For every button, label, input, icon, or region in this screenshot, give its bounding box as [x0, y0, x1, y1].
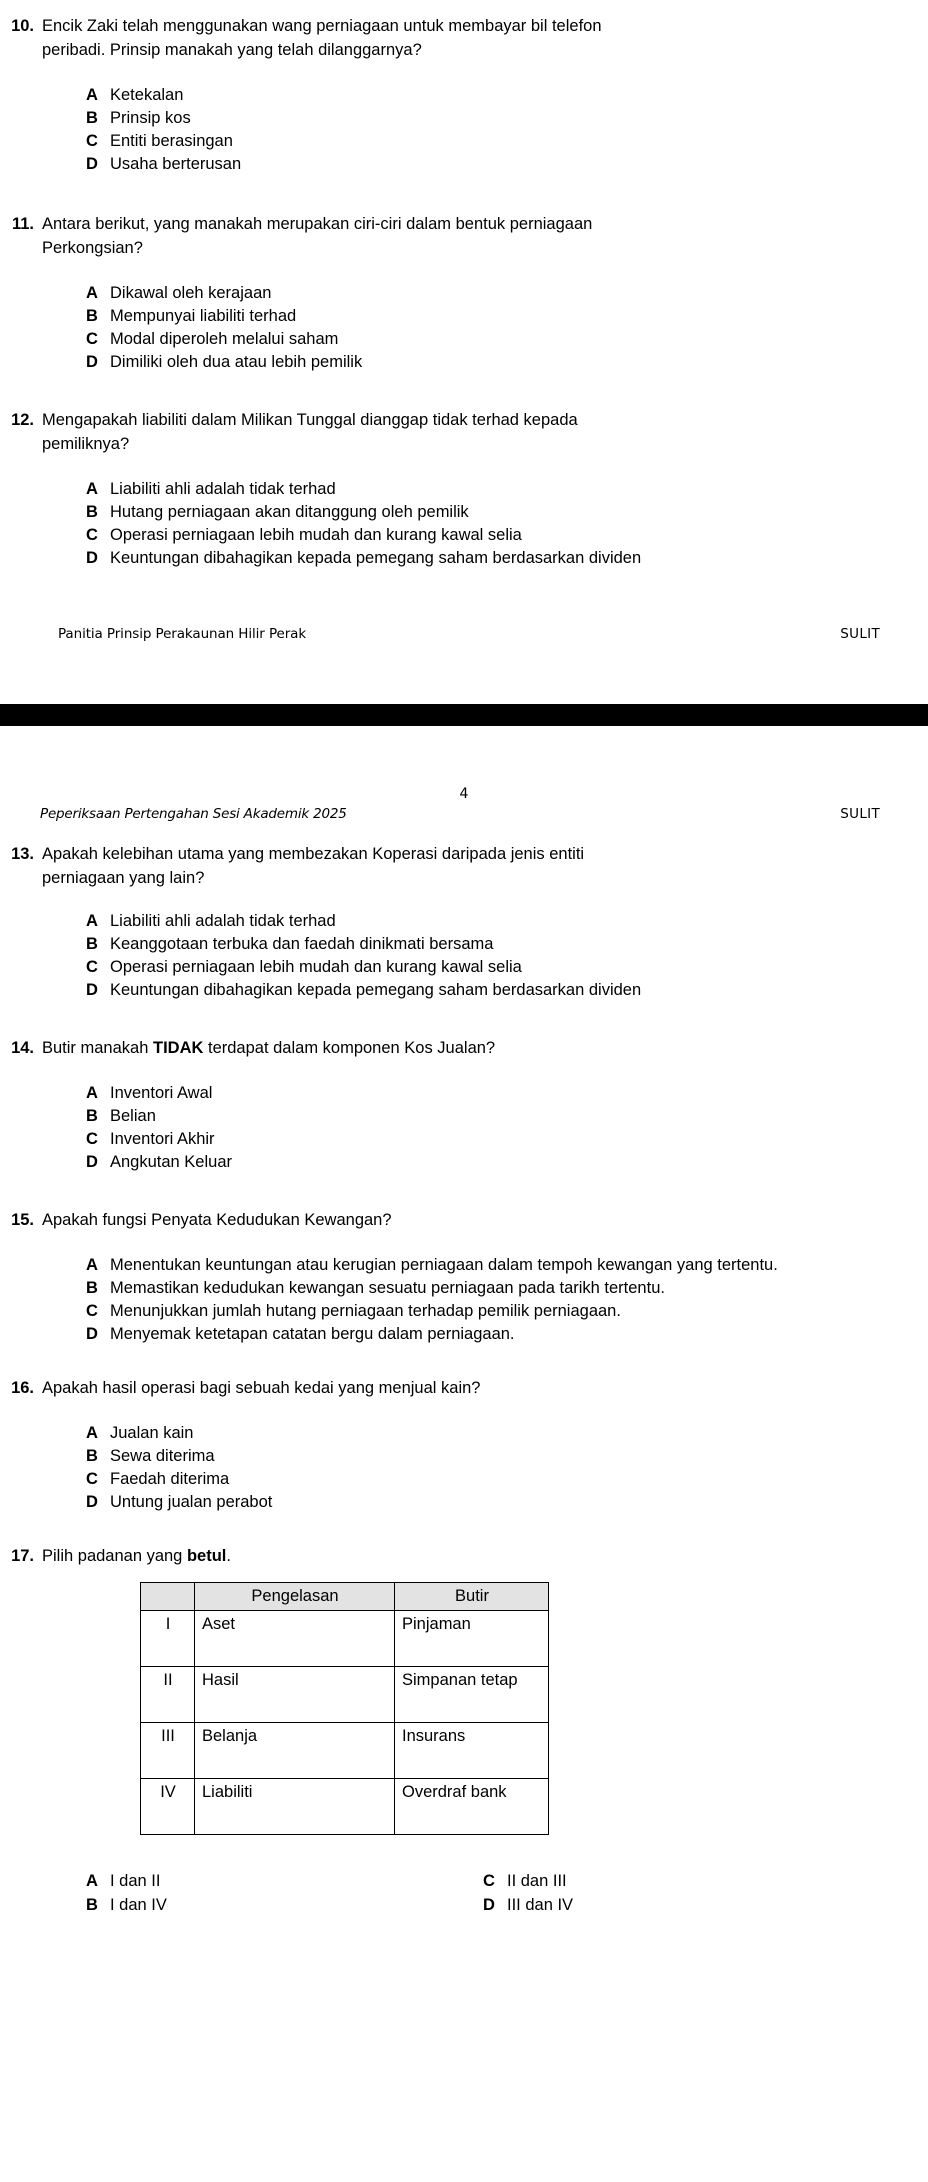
question-17-options-right-column [483, 1869, 880, 1917]
option-row[interactable] [86, 1468, 880, 1491]
table-row [141, 1667, 549, 1723]
option-label: Jualan kain [110, 1424, 194, 1442]
question-15 [0, 1208, 928, 1232]
question-13-number: 13. [11, 845, 34, 863]
table-body [141, 1611, 549, 1835]
page-3-running-footer [0, 626, 928, 642]
option-label: Entiti berasingan [110, 132, 233, 150]
option-row[interactable] [86, 282, 880, 305]
option-row[interactable] [86, 1151, 880, 1174]
option-label: Modal diperoleh melalui saham [110, 330, 339, 348]
option-row[interactable] [86, 153, 880, 176]
table-row [141, 1779, 549, 1835]
option-letter: A [86, 1084, 98, 1102]
option-letter: A [86, 1872, 98, 1890]
option-label: Sewa diterima [110, 1447, 215, 1465]
option-row[interactable] [86, 933, 880, 956]
question-12-stem-line-2: pemiliknya? [42, 435, 130, 453]
option-label: Operasi perniagaan lebih mudah dan kurang kawal selia [110, 958, 522, 976]
option-letter: C [86, 526, 98, 544]
option-letter: C [86, 1470, 98, 1488]
option-row[interactable] [86, 1893, 483, 1917]
option-row[interactable] [86, 501, 880, 524]
option-label: Hutang perniagaan akan ditanggung oleh pemilik [110, 503, 469, 521]
question-14-stem-suffix: terdapat dalam komponen Kos Jualan? [203, 1039, 496, 1057]
option-letter: B [86, 1447, 98, 1465]
option-letter: B [86, 109, 98, 127]
option-letter: B [86, 1107, 98, 1125]
question-14-stem [42, 1036, 880, 1060]
cell-butir: Pinjaman [395, 1611, 549, 1667]
option-label: Angkutan Keluar [110, 1153, 233, 1171]
question-15-stem: Apakah fungsi Penyata Kedudukan Kewangan? [42, 1211, 392, 1229]
option-letter: D [86, 353, 98, 371]
option-letter: A [86, 284, 98, 302]
spacer [0, 374, 928, 408]
question-14-number: 14. [11, 1039, 34, 1057]
option-letter: B [86, 935, 98, 953]
option-letter: C [86, 330, 98, 348]
header-classification-label: SULIT [840, 806, 880, 822]
question-10-stem-line-2: peribadi. Prinsip manakah yang telah dilanggarnya? [42, 41, 422, 59]
question-10 [0, 14, 928, 62]
option-letter: C [86, 1130, 98, 1148]
option-label: I dan II [110, 1872, 161, 1890]
column-header-butir: Butir [395, 1583, 549, 1611]
option-letter: B [86, 503, 98, 521]
option-letter: A [86, 912, 98, 930]
page-number: 4 [459, 786, 469, 802]
option-row[interactable] [86, 956, 880, 979]
spacer [0, 1568, 928, 1582]
option-label: Keuntungan dibahagikan kepada pemegang saham berdasarkan dividen [110, 981, 642, 999]
cell-butir: Insurans [395, 1723, 549, 1779]
spacer [0, 1002, 928, 1036]
option-label: Memastikan kedudukan kewangan sesuatu perniagaan pada tarikh tertentu. [110, 1279, 665, 1297]
cell-butir: Simpanan tetap [395, 1667, 549, 1723]
option-row[interactable] [86, 1422, 880, 1445]
question-17-stem-prefix: Pilih padanan yang [42, 1547, 187, 1565]
column-header-roman [141, 1583, 195, 1611]
question-17-stem-suffix: . [226, 1547, 231, 1565]
question-10-stem [42, 14, 880, 62]
question-16-number: 16. [11, 1379, 34, 1397]
question-17 [0, 1544, 928, 1568]
option-label: Menentukan keuntungan atau kerugian perniagaan dalam tempoh kewangan yang tertentu. [110, 1256, 778, 1274]
option-label: Inventori Akhir [110, 1130, 215, 1148]
option-row[interactable] [86, 1323, 828, 1346]
option-label: Dimiliki oleh dua atau lebih pemilik [110, 353, 363, 371]
page-break-separator [0, 704, 928, 726]
option-row[interactable] [86, 547, 880, 570]
question-10-options [86, 84, 928, 176]
cell-roman: II [141, 1667, 195, 1723]
exam-page-4 [0, 726, 928, 1935]
option-row[interactable] [86, 524, 880, 547]
question-17-number: 17. [11, 1547, 34, 1565]
spacer [0, 1060, 928, 1082]
option-row[interactable] [86, 1105, 880, 1128]
table-header [141, 1583, 549, 1611]
question-16-stem: Apakah hasil operasi bagi sebuah kedai yang menjual kain? [42, 1379, 481, 1397]
option-label: III dan IV [507, 1896, 574, 1914]
option-label: Ketekalan [110, 86, 184, 104]
cell-pengelasan: Aset [195, 1611, 395, 1667]
option-label: Mempunyai liabiliti terhad [110, 307, 297, 325]
question-15-number: 15. [11, 1211, 34, 1229]
option-letter: C [86, 1302, 98, 1320]
exam-page-3 [0, 0, 928, 704]
option-letter: D [483, 1896, 495, 1914]
spacer [0, 890, 928, 910]
question-11 [0, 212, 928, 260]
cell-roman: III [141, 1723, 195, 1779]
spacer [0, 726, 928, 786]
option-letter: A [86, 86, 98, 104]
question-13 [0, 842, 928, 890]
option-letter: C [86, 958, 98, 976]
header-exam-title: Peperiksaan Pertengahan Sesi Akademik 2025 [40, 806, 347, 822]
cell-roman: IV [141, 1779, 195, 1835]
option-row[interactable] [86, 1254, 828, 1277]
question-11-options [86, 282, 928, 374]
option-row[interactable] [483, 1893, 880, 1917]
option-label: Dikawal oleh kerajaan [110, 284, 272, 302]
spacer [0, 62, 928, 84]
option-letter: A [86, 1256, 98, 1274]
option-letter: A [86, 1424, 98, 1442]
page-4-running-header [0, 806, 928, 822]
question-14-stem-emphasis: TIDAK [152, 1039, 204, 1057]
question-12-stem-line-1: Mengapakah liabiliti dalam Milikan Tunggal dianggap tidak terhad kepada [42, 411, 578, 429]
option-row[interactable] [86, 1277, 828, 1300]
question-11-number: 11. [11, 215, 34, 233]
option-label: Keanggotaan terbuka dan faedah dinikmati bersama [110, 935, 494, 953]
option-row[interactable] [86, 351, 880, 374]
option-row[interactable] [86, 1869, 483, 1893]
cell-butir: Overdraf bank [395, 1779, 549, 1835]
question-14-stem-prefix: Butir manakah [42, 1039, 153, 1057]
spacer [0, 1232, 928, 1254]
option-row[interactable] [483, 1869, 880, 1893]
footer-committee-label: Panitia Prinsip Perakaunan Hilir Perak [58, 626, 307, 642]
option-label: Liabiliti ahli adalah tidak terhad [110, 912, 336, 930]
option-label: Menyemak ketetapan catatan bergu dalam perniagaan. [110, 1325, 515, 1343]
option-letter: B [86, 1896, 98, 1914]
spacer [0, 1835, 928, 1869]
top-spacer [0, 0, 928, 14]
table-header-row [141, 1583, 549, 1611]
question-16 [0, 1376, 928, 1400]
question-15-options [86, 1254, 928, 1346]
table-row [141, 1611, 549, 1667]
option-letter: B [86, 1279, 98, 1297]
question-17-matching-table [140, 1582, 549, 1835]
option-label: Usaha berterusan [110, 155, 242, 173]
option-row[interactable] [86, 1491, 880, 1514]
question-14 [0, 1036, 928, 1060]
option-row[interactable] [86, 1445, 880, 1468]
question-10-stem-line-1: Encik Zaki telah menggunakan wang perniagaan untuk membayar bil telefon [42, 17, 602, 35]
spacer [0, 1174, 928, 1208]
option-letter: D [86, 1325, 98, 1343]
option-label: Faedah diterima [110, 1470, 230, 1488]
spacer [0, 260, 928, 282]
question-12-stem [42, 408, 880, 456]
option-label: I dan IV [110, 1896, 167, 1914]
question-12 [0, 408, 928, 456]
option-letter: D [86, 549, 98, 567]
bottom-spacer [0, 1917, 928, 1935]
question-13-options [86, 910, 928, 1002]
question-13-stem [42, 842, 880, 890]
option-label: Belian [110, 1107, 156, 1125]
option-letter: B [86, 307, 98, 325]
option-row[interactable] [86, 910, 880, 933]
question-11-stem-line-2: Perkongsian? [42, 239, 143, 257]
option-letter: A [86, 480, 98, 498]
spacer [0, 1514, 928, 1544]
table-row [141, 1723, 549, 1779]
option-row[interactable] [86, 979, 880, 1002]
spacer [0, 176, 928, 212]
question-12-options [86, 478, 928, 570]
option-row[interactable] [86, 107, 880, 130]
question-13-stem-line-2: perniagaan yang lain? [42, 869, 205, 887]
question-12-number: 12. [11, 411, 34, 429]
option-label: Inventori Awal [110, 1084, 213, 1102]
option-label: II dan III [507, 1872, 567, 1890]
option-row[interactable] [86, 84, 880, 107]
spacer [0, 1346, 928, 1376]
option-label: Liabiliti ahli adalah tidak terhad [110, 480, 336, 498]
question-16-options [86, 1422, 928, 1514]
question-17-options-left-column [86, 1869, 483, 1917]
spacer [0, 570, 928, 626]
cell-pengelasan: Belanja [195, 1723, 395, 1779]
option-row[interactable] [86, 305, 880, 328]
question-17-stem-emphasis: betul [186, 1547, 227, 1565]
question-11-stem [42, 212, 880, 260]
option-letter: D [86, 1493, 98, 1511]
option-label: Prinsip kos [110, 109, 191, 127]
cell-roman: I [141, 1611, 195, 1667]
spacer [0, 822, 928, 842]
cell-pengelasan: Hasil [195, 1667, 395, 1723]
question-10-number: 10. [11, 17, 34, 35]
option-row[interactable] [86, 478, 880, 501]
footer-classification-label: SULIT [840, 626, 880, 642]
option-row[interactable] [86, 130, 880, 153]
question-14-options [86, 1082, 928, 1174]
spacer [0, 642, 928, 704]
cell-pengelasan: Liabiliti [195, 1779, 395, 1835]
option-letter: D [86, 155, 98, 173]
spacer [0, 1400, 928, 1422]
option-row[interactable] [86, 1300, 828, 1323]
column-header-pengelasan: Pengelasan [195, 1583, 395, 1611]
option-letter: D [86, 1153, 98, 1171]
question-11-stem-line-1: Antara berikut, yang manakah merupakan ciri-ciri dalam bentuk perniagaan [42, 215, 593, 233]
option-letter: C [86, 132, 98, 150]
option-row[interactable] [86, 1128, 880, 1151]
option-row[interactable] [86, 1082, 880, 1105]
option-label: Untung jualan perabot [110, 1493, 273, 1511]
option-letter: C [483, 1872, 495, 1890]
option-row[interactable] [86, 328, 880, 351]
option-label: Keuntungan dibahagikan kepada pemegang saham berdasarkan dividen [110, 549, 642, 567]
spacer [0, 456, 928, 478]
option-label: Menunjukkan jumlah hutang perniagaan terhadap pemilik perniagaan. [110, 1302, 621, 1320]
question-17-stem [42, 1544, 880, 1568]
question-13-stem-line-1: Apakah kelebihan utama yang membezakan Koperasi daripada jenis entiti [42, 845, 585, 863]
option-letter: D [86, 981, 98, 999]
option-label: Operasi perniagaan lebih mudah dan kurang kawal selia [110, 526, 522, 544]
question-17-options [86, 1869, 928, 1917]
